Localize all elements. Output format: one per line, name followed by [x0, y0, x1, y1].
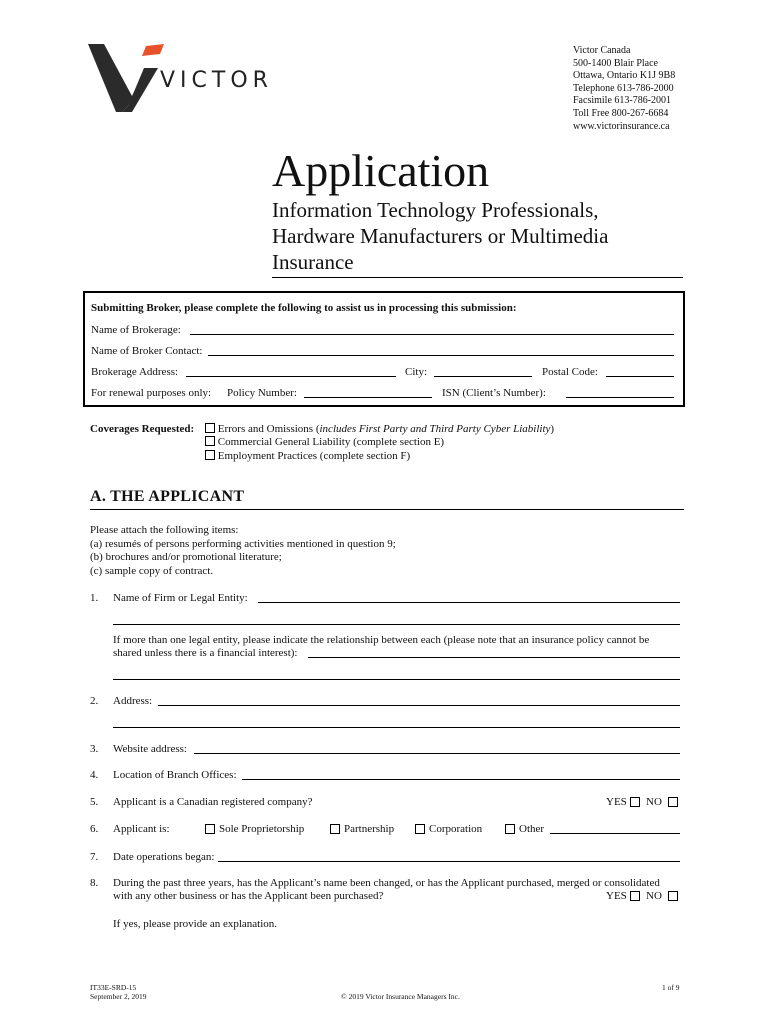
address-line: Ottawa, Ontario K1J 9B8 [573, 70, 676, 82]
option-label: Other [519, 823, 545, 835]
broker-contact-label: Name of Broker Contact: [91, 345, 203, 357]
date-operations-field[interactable] [218, 861, 680, 862]
firm-name-field[interactable] [258, 602, 680, 603]
address-line: Facsimile 613-786-2001 [573, 95, 672, 107]
date-operations-label: Date operations began: [113, 851, 215, 863]
broker-intro: Submitting Broker, please complete the following to assist us in processing this submission: [91, 302, 517, 314]
sole-proprietorship-checkbox[interactable] [205, 824, 215, 834]
yes-label: YES [606, 796, 627, 808]
page-number: 1 of 9 [662, 983, 680, 992]
city-label: City: [405, 366, 428, 378]
question-number: 4. [90, 769, 99, 781]
brokerage-name-label: Name of Brokerage: [91, 324, 181, 336]
corporation-checkbox[interactable] [415, 824, 425, 834]
address-line: 500-1400 Blair Place [573, 57, 658, 69]
coverage-item[interactable]: Commercial General Liability (complete section E) [205, 436, 444, 449]
form-code: IT33E-SRD-15 [90, 983, 137, 992]
checkbox[interactable] [205, 423, 215, 433]
website-field[interactable] [194, 753, 680, 754]
question-number: 1. [90, 592, 99, 604]
address-line: www.victorinsurance.ca [573, 120, 670, 132]
other-field[interactable] [550, 833, 680, 834]
renewal-label: For renewal purposes only: [91, 387, 212, 399]
question-number: 8. [90, 877, 99, 889]
policy-number-label: Policy Number: [227, 387, 297, 399]
logo-wordmark: VICTOR [160, 68, 273, 93]
brokerage-address-label: Brokerage Address: [91, 366, 179, 378]
broker-contact-field[interactable] [208, 355, 674, 356]
yes-label: YES [606, 890, 627, 902]
relationship-field[interactable] [308, 657, 680, 658]
option-label: Partnership [344, 823, 395, 835]
coverage-item[interactable]: Errors and Omissions (includes First Party and Third Party Cyber Liability) [205, 423, 554, 436]
question-number: 5. [90, 796, 99, 808]
partnership-checkbox[interactable] [330, 824, 340, 834]
page-subtitle [272, 197, 692, 275]
no-label: NO [646, 890, 662, 902]
attach-intro: Please attach the following items: [90, 524, 239, 536]
brokerage-name-field[interactable] [190, 334, 674, 335]
question-number: 6. [90, 823, 99, 835]
title-rule [272, 277, 683, 278]
form-date: September 2, 2019 [90, 992, 147, 1001]
address-line: Telephone 613-786-2000 [573, 82, 674, 94]
copyright: © 2019 Victor Insurance Managers Inc. [341, 992, 460, 1001]
option-label: Corporation [429, 823, 483, 835]
applicant-type-label: Applicant is: [113, 823, 170, 835]
no-checkbox[interactable] [668, 797, 678, 807]
subtitle-line: Hardware Manufacturers or Multimedia [272, 224, 609, 248]
section-a-heading: A. THE APPLICANT [90, 488, 245, 505]
checkbox[interactable] [205, 436, 215, 446]
attach-item: (a) resumés of persons performing activities mentioned in question 9; [90, 538, 396, 550]
brokerage-address-field[interactable] [186, 376, 396, 377]
legal-entity-note-2: shared unless there is a financial interest): [113, 647, 298, 659]
name-change-question-2: with any other business or has the Applicant been purchased? [113, 890, 384, 902]
city-field[interactable] [434, 376, 532, 377]
isn-label: ISN (Client’s Number): [442, 387, 546, 399]
relationship-field-2[interactable] [113, 679, 680, 680]
attach-item: (b) brochures and/or promotional literature; [90, 551, 282, 563]
policy-number-field[interactable] [304, 397, 432, 398]
address-field-2[interactable] [113, 727, 680, 728]
question-number: 2. [90, 695, 99, 707]
coverages-label: Coverages Requested: [90, 423, 195, 435]
name-change-question: During the past three years, has the Applicant’s name been changed, or has the Applicant purchased, merged or consolidated [113, 877, 660, 889]
address-field[interactable] [158, 705, 680, 706]
website-label: Website address: [113, 743, 187, 755]
question-number: 7. [90, 851, 99, 863]
question-number: 3. [90, 743, 99, 755]
subtitle-line: Information Technology Professionals, [272, 198, 599, 222]
canadian-company-label: Applicant is a Canadian registered company? [113, 796, 313, 808]
coverage-item[interactable]: Employment Practices (complete section F) [205, 450, 410, 463]
logo-accent [142, 44, 164, 56]
postal-code-field[interactable] [606, 376, 674, 377]
yes-checkbox[interactable] [630, 891, 640, 901]
explanation-prompt: If yes, please provide an explanation. [113, 918, 278, 930]
address-line: Toll Free 800-267-6684 [573, 107, 669, 119]
address-label: Address: [113, 695, 153, 707]
option-label: Sole Proprietorship [219, 823, 305, 835]
other-checkbox[interactable] [505, 824, 515, 834]
branch-offices-field[interactable] [242, 779, 680, 780]
no-checkbox[interactable] [668, 891, 678, 901]
attach-item: (c) sample copy of contract. [90, 565, 214, 577]
isn-field[interactable] [566, 397, 674, 398]
subtitle-line: Insurance [272, 250, 354, 274]
section-rule [90, 509, 684, 510]
yes-checkbox[interactable] [630, 797, 640, 807]
firm-name-field-2[interactable] [113, 624, 680, 625]
legal-entity-note: If more than one legal entity, please indicate the relationship between each (please note that an insurance policy cannot be [113, 634, 650, 646]
no-label: NO [646, 796, 662, 808]
company-address [573, 45, 675, 133]
firm-name-label: Name of Firm or Legal Entity: [113, 592, 248, 604]
checkbox[interactable] [205, 450, 215, 460]
page-title: Application [272, 145, 490, 196]
branch-offices-label: Location of Branch Offices: [113, 769, 237, 781]
postal-code-label: Postal Code: [542, 366, 598, 378]
address-line: Victor Canada [573, 45, 631, 56]
